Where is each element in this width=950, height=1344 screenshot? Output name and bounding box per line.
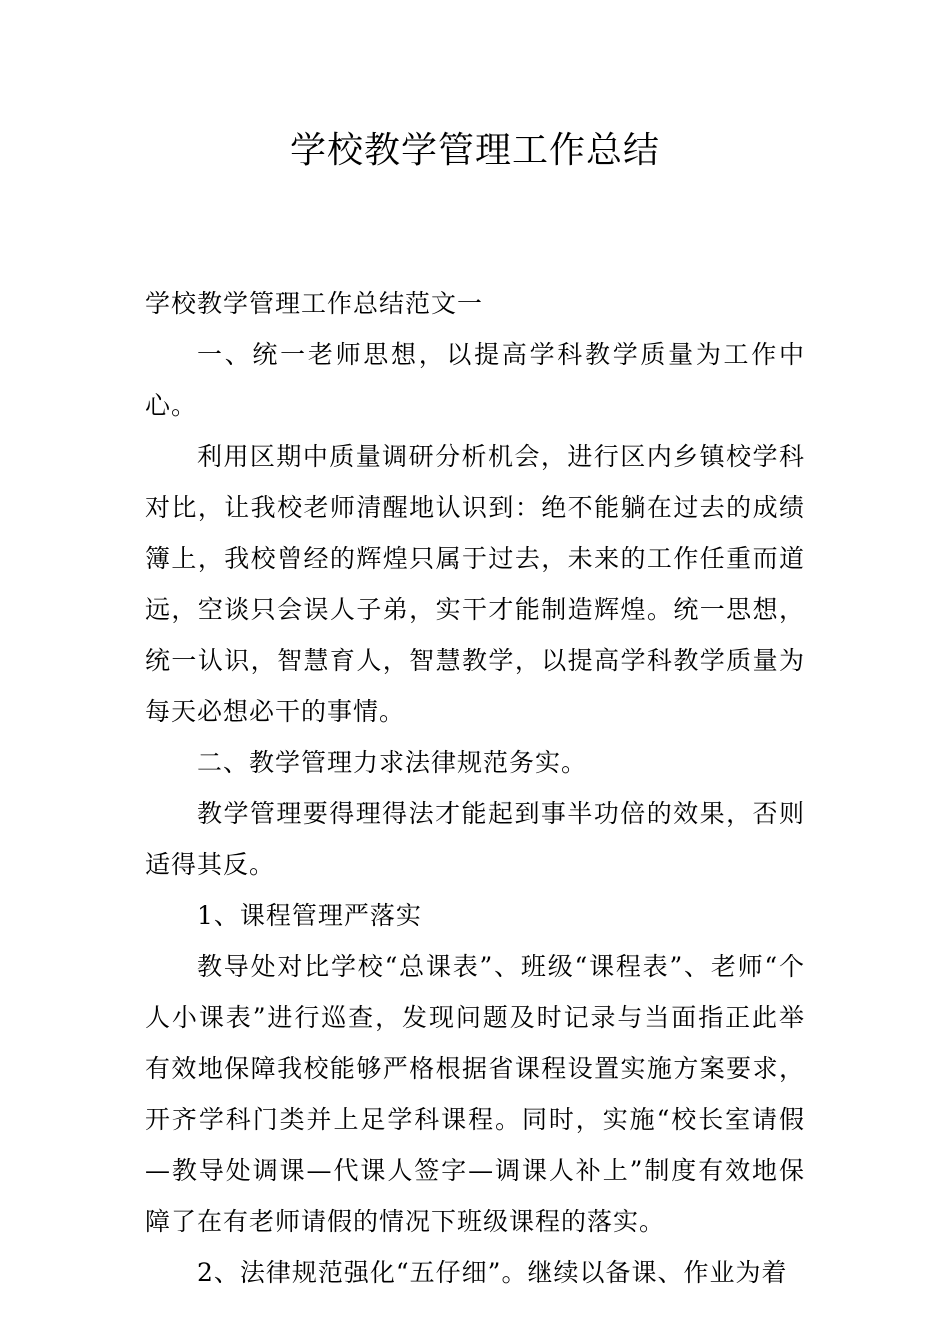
paragraph: 教导处对比学校“总课表”、班级“课程表”、老师“个人小课表”进行巡查，发现问题及时记录与当面指正此举有效地保障我校能够严格根据省课程设置实施方案要求，开齐学科门类并上足学科课程。同时，实施“校长室请假—教导处调课—代课人签字—调课人补上”制度有效地保障了在有老师请假的情况下班级课程的落实。: [145, 952, 805, 1236]
paragraph: 二、教学管理力求法律规范务实。: [197, 748, 588, 777]
paragraph: 教学管理要得理得法才能起到事半功倍的效果，否则适得其反。: [145, 799, 805, 879]
paragraph-heading: 学校教学管理工作总结范文一: [145, 289, 484, 318]
paragraph: 利用区期中质量调研分析机会，进行区内乡镇校学科对比，让我校老师清醒地认识到：绝不能躺在过去的成绩簿上，我校曾经的辉煌只属于过去，未来的工作任重而道远，空谈只会误人子弟，实干才能制造辉煌。统一思想，统一认识，智慧育人，智慧教学，以提高学科教学质量为每天必想必干的事情。: [145, 442, 805, 726]
document-body: [145, 278, 805, 1298]
paragraph: 1、课程管理严落实: [197, 901, 422, 930]
paragraph: 一、统一老师思想，以提高学科教学质量为工作中心。: [145, 340, 805, 420]
paragraph: 2、法律规范强化“五仔细”。继续以备课、作业为着: [197, 1258, 788, 1287]
document-title: 学校教学管理工作总结: [289, 130, 660, 171]
